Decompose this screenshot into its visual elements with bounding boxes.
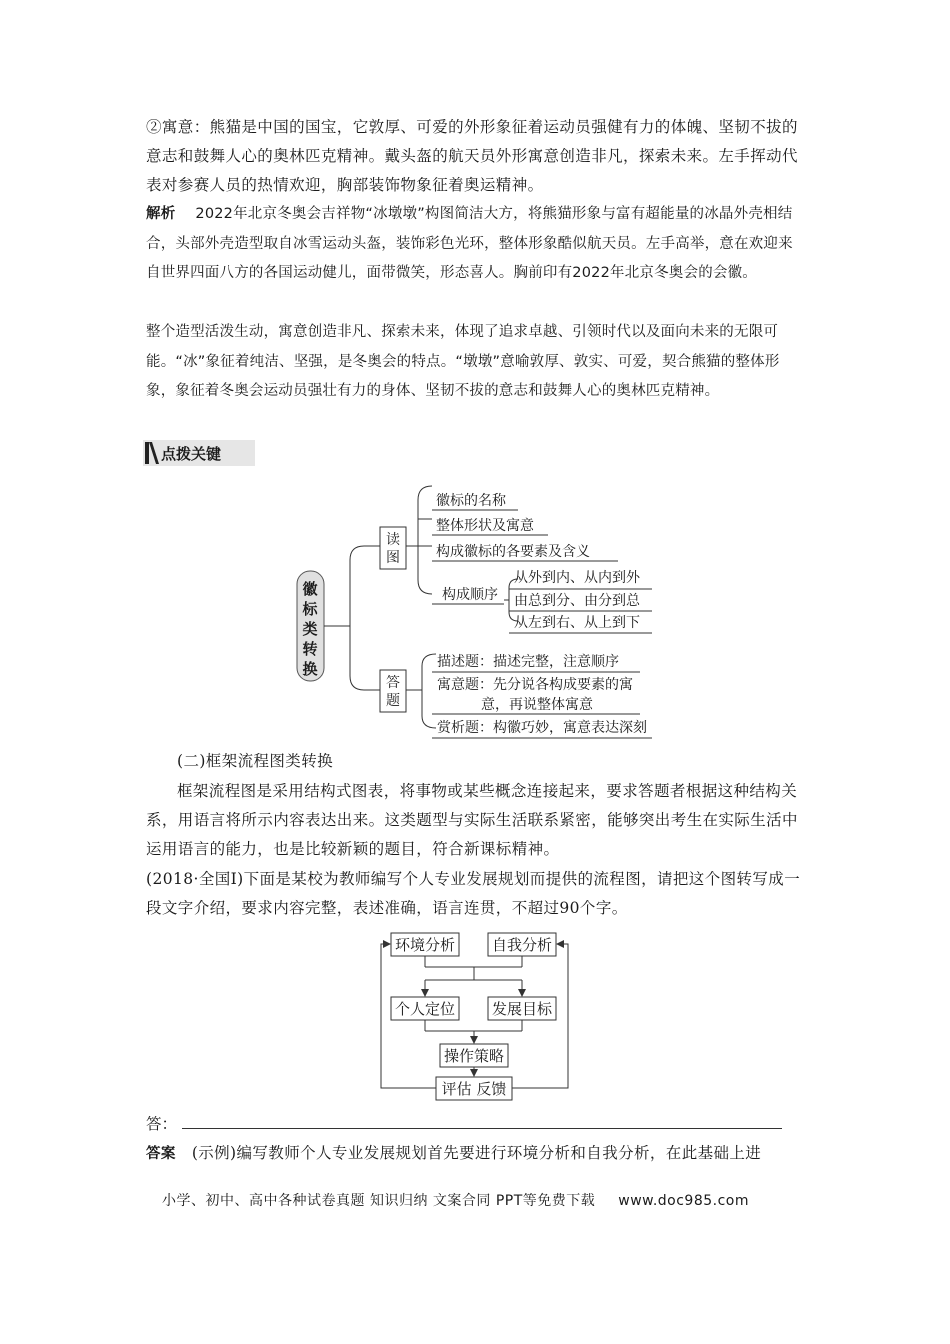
svg-text:转: 转 — [302, 640, 318, 658]
svg-text:题: 题 — [386, 693, 400, 709]
answer-paragraph — [146, 1139, 806, 1169]
flow-self-label: 自我分析 — [491, 936, 553, 954]
flowchart — [381, 933, 568, 1100]
svg-text:徽: 徽 — [302, 580, 318, 598]
footer-url: www.doc985.com — [618, 1193, 749, 1209]
analysis-label: 解析 — [146, 206, 176, 222]
order-item: 从外到内、从内到外 — [514, 570, 640, 586]
mindmap-root-label — [301, 580, 318, 678]
svg-text:答: 答 — [386, 675, 400, 691]
section-body: 框架流程图是采用结构式图表，将事物或某些概念连接起来，要求答题者根据这种结构关系，用语言将所示内容表达出来。这类题型与实际生活联系紧密，能够突出考生在实际生活中运用语言的能力，也是比较新颖的题目，符合新课标精神。 — [146, 782, 798, 858]
footer — [162, 1190, 749, 1210]
analysis-text-1: 2022年北京冬奥会吉祥物“冰墩墩”构图简洁大方，将熊猫形象与富有超能量的冰晶外壳相结合，头部外壳造型取自冰雪运动头盔，装饰彩色光环，整体形象酷似航天员。左手高举，意在欢迎来自世界四面八方的各国运动健儿，面带微笑，形态喜人。胸前印有2022年北京冬奥会的会徽。 — [146, 206, 793, 281]
read-item: 构成顺序 — [442, 587, 498, 603]
footer-text: 小学、初中、高中各种试卷真题 知识归纳 文案合同 PPT等免费下载 — [162, 1193, 596, 1209]
read-item: 构成徽标的各要素及含义 — [436, 544, 590, 560]
answer-prompt: 答： — [146, 1115, 178, 1133]
answer-label: 答案 — [146, 1146, 176, 1162]
section-heading: (二)框架流程图类转换 — [177, 752, 333, 770]
answer-item: 赏析题：构徽巧妙，寓意表达深刻 — [437, 720, 647, 736]
analysis-paragraph-2: 整个造型活泼生动，寓意创造非凡、探索未来，体现了追求卓越、引领时代以及面向未来的无限可能。“冰”象征着纯洁、坚强，是冬奥会的特点。“墩墩”意喻敦厚、敦实、可爱，契合熊猫的整体形象，象征着冬奥会运动员强壮有力的身体、坚韧不拔的意志和鼓舞人心的奥林匹克精神。 — [146, 324, 780, 399]
svg-text:读: 读 — [386, 532, 400, 548]
question-paragraph: (2018·全国Ⅰ)下面是某校为教师编写个人专业发展规划而提供的流程图，请把这个图转写成一段文字介绍，要求内容完整，表述准确，语言连贯，不超过90个字。 — [146, 870, 801, 917]
svg-text:图: 图 — [386, 550, 400, 566]
answer-blank-line — [182, 1128, 782, 1129]
svg-text:标: 标 — [302, 600, 318, 618]
mindmap — [297, 486, 652, 738]
tip-label: 点拨关键 — [161, 445, 222, 463]
answer-text: (示例)编写教师个人专业发展规划首先要进行环境分析和自我分析，在此基础上进 — [191, 1144, 762, 1162]
read-item: 整体形状及寓意 — [436, 518, 534, 534]
answer-item: 描述题：描述完整，注意顺序 — [437, 654, 619, 670]
svg-text:类: 类 — [302, 620, 318, 638]
flow-feedback-label: 评估 反馈 — [441, 1080, 507, 1098]
svg-text:换: 换 — [302, 660, 318, 678]
flow-strategy-label: 操作策略 — [443, 1047, 505, 1065]
meaning-paragraph: ②寓意：熊猫是中国的国宝，它敦厚、可爱的外形象征着运动员强健有力的体魄、坚韧不拔的意志和鼓舞人心的奥林匹克精神。戴头盔的航天员外形寓意创造非凡，探索未来。左手挥动代表对参赛人员的热情欢迎，胸部装饰物象征着奥运精神。 — [146, 118, 798, 194]
flow-goal-label: 发展目标 — [491, 1000, 553, 1018]
order-item: 由总到分、由分到总 — [514, 593, 640, 609]
answer-item: 意，再说整体寓意 — [481, 697, 593, 713]
answer-item: 寓意题：先分说各构成要素的寓 — [437, 677, 633, 693]
flow-env-label: 环境分析 — [394, 936, 456, 954]
read-item: 徽标的名称 — [436, 493, 506, 509]
order-item: 从左到右、从上到下 — [514, 615, 640, 631]
flow-position-label: 个人定位 — [394, 1000, 456, 1018]
